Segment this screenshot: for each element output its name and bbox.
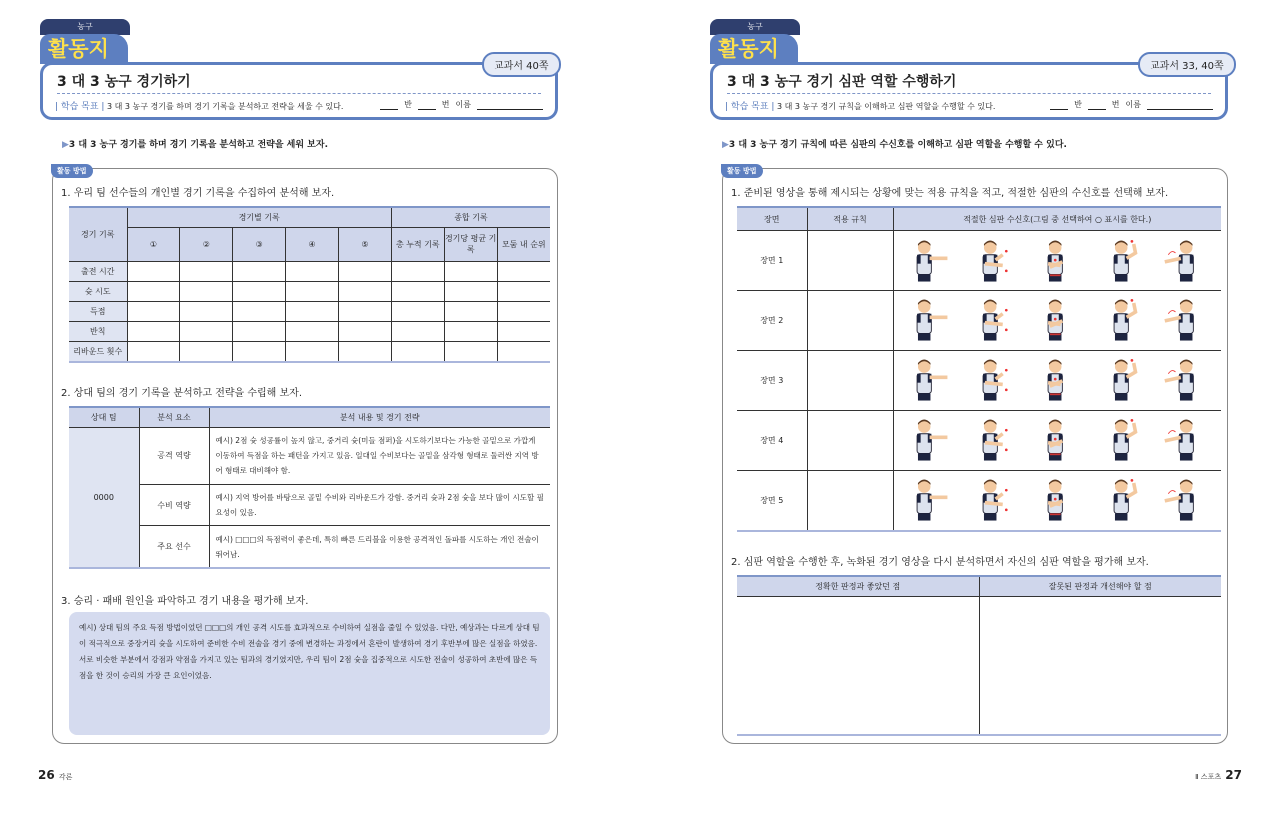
header-content: 분석 내용 및 경기 전략 [209,407,550,427]
learning-goal [55,99,343,112]
divider [727,93,1211,94]
record-cell[interactable] [127,301,180,321]
record-cell[interactable] [391,261,444,281]
textbook-ref: 교과서 33, 40쪽 [1138,52,1236,77]
record-cell[interactable] [497,321,550,341]
method-label: 활동 방법 [721,164,763,178]
referee-signal-travel-icon[interactable] [967,415,1017,465]
table-row [69,301,550,321]
header-signal: 적절한 심판 수신호(그림 중 선택하여 ○ 표시를 한다.) [893,207,1221,231]
signal-options [894,231,1222,290]
summary-col-header: 경기당 평균 기록 [444,227,497,261]
signal-options [894,411,1222,470]
table-row [737,231,1221,291]
class-field[interactable] [1050,101,1068,110]
referee-signal-foul-icon[interactable] [1098,415,1148,465]
page-title: 3 대 3 농구 경기하기 [57,74,191,90]
record-cell[interactable] [339,321,392,341]
factor-label: 공격 역량 [139,427,209,484]
referee-signal-travel-icon[interactable] [967,355,1017,405]
table-row [69,261,550,281]
rule-cell[interactable] [807,290,893,350]
good-points-cell[interactable] [737,596,979,735]
referee-signal-hold-icon[interactable] [1032,475,1082,525]
table-row [69,321,550,341]
record-cell[interactable] [444,281,497,301]
scene-label: 장면 4 [737,410,807,470]
row-label: 반칙 [69,321,127,341]
signal-options [894,351,1222,410]
header-scene: 장면 [737,207,807,231]
referee-signal-travel-icon[interactable] [967,236,1017,286]
record-cell[interactable] [180,301,233,321]
student-info [380,99,543,110]
question-1: 1. 준비된 영상을 통해 제시되는 상황에 맞는 적용 규칙을 적고, 적절한 심판의 수신호를 선택해 보자. [731,188,1169,199]
record-cell[interactable] [339,301,392,321]
row-label: 득점 [69,301,127,321]
referee-signal-direction-icon[interactable] [1163,295,1213,345]
record-cell[interactable] [444,301,497,321]
section-label: Ⅱ 스포츠 [1195,773,1222,781]
record-cell[interactable] [391,341,444,362]
referee-signal-foul-icon[interactable] [1098,475,1148,525]
analysis-content[interactable]: 예시) 지역 방어를 바탕으로 골밑 수비와 리바운드가 강함. 중거리 슛과 2점 슛을 보다 많이 시도할 필요성이 있음. [209,484,550,526]
referee-signal-hold-icon[interactable] [1032,415,1082,465]
lead-text: ▶3 대 3 농구 경기 규칙에 따른 심판의 수신호를 이해하고 심판 역할을 수행할 수 있다. [722,140,1067,150]
referee-signal-travel-icon[interactable] [967,475,1017,525]
record-cell[interactable] [180,281,233,301]
record-cell[interactable] [286,301,339,321]
factor-label: 수비 역량 [139,484,209,526]
record-cell[interactable] [497,301,550,321]
record-cell[interactable] [339,261,392,281]
improve-points-cell[interactable] [979,596,1221,735]
goal-text: 3 대 3 농구 경기 규칙을 이해하고 심판 역할을 수행할 수 있다. [776,102,996,111]
summary-header: 종합 기록 [391,207,550,227]
goal-text: 3 대 3 농구 경기를 하며 경기 기록을 분석하고 전략을 세울 수 있다. [106,102,344,111]
record-cell[interactable] [339,341,392,362]
record-cell[interactable] [233,261,286,281]
referee-signal-hold-icon[interactable] [1032,355,1082,405]
table-row [737,290,1221,350]
record-cell[interactable] [180,321,233,341]
record-cell[interactable] [180,261,233,281]
sheet-label: 활동지 [710,34,798,64]
scene-label: 장면 3 [737,350,807,410]
scene-label: 장면 5 [737,470,807,531]
footer-right [1195,768,1242,782]
record-cell[interactable] [180,341,233,362]
summary-col-header: 모둠 내 순위 [497,227,550,261]
row-label: 슛 시도 [69,281,127,301]
record-cell[interactable] [127,341,180,362]
referee-signal-direction-icon[interactable] [1163,236,1213,286]
game-header: ① [127,227,180,261]
analysis-content[interactable]: 예시) 2점 슛 성공률이 높지 않고, 중거리 슛(미들 점퍼)을 시도하기보다는 가능한 골밑으로 가깝게 이동하여 득점을 하는 패턴을 가지고 있음. 일대일 수비보다는 골밑을 삼각형 형태로 둘러싼 지역 방어 형태로 대비해야 함. [209,427,550,484]
record-cell[interactable] [391,301,444,321]
table-row [69,341,550,362]
referee-signal-foul-icon[interactable] [1098,355,1148,405]
signal-options [894,471,1222,530]
number-label: 번 [1111,100,1120,109]
summary-col-header: 총 누적 기록 [391,227,444,261]
rule-cell[interactable] [807,410,893,470]
record-cell[interactable] [127,281,180,301]
rule-cell[interactable] [807,231,893,291]
name-label: 이름 [455,100,471,109]
question-2: 2. 상대 팀의 경기 기록을 분석하고 전략을 수립해 보자. [61,388,303,399]
learning-goal [725,99,995,112]
page-number: 26 [38,768,55,782]
opponent-team: 0000 [69,427,139,568]
referee-signal-travel-icon[interactable] [967,295,1017,345]
opponent-analysis-table [69,406,550,569]
number-field[interactable] [1088,101,1106,110]
header-factor: 분석 요소 [139,407,209,427]
class-label: 반 [1074,100,1082,109]
referee-signal-arm-extended-icon[interactable] [901,295,951,345]
factor-label: 주요 선수 [139,526,209,568]
table-row [737,350,1221,410]
corner-header: 경기 기록 [69,207,127,261]
signal-options [894,291,1222,350]
name-field[interactable] [1147,101,1213,110]
table-row [737,470,1221,531]
number-field[interactable] [418,101,436,110]
sheet-label: 활동지 [40,34,128,64]
referee-signal-direction-icon[interactable] [1163,415,1213,465]
game-header: ④ [286,227,339,261]
header-improve: 잘못된 판정과 개선해야 할 점 [979,576,1221,596]
goal-label: | 학습 목표 | [725,102,775,112]
question-2: 2. 심판 역할을 수행한 후, 녹화된 경기 영상을 다시 분석하면서 자신의 심판 역할을 평가해 보자. [731,557,1149,568]
game-header: ⑤ [339,227,392,261]
referee-signal-arm-extended-icon[interactable] [901,236,951,286]
record-cell[interactable] [444,321,497,341]
record-cell[interactable] [127,321,180,341]
evaluation-box[interactable]: 예시) 상대 팀의 주요 득점 방법이었던 □□□의 개인 공격 시도를 효과적으로 수비하여 실점을 줄일 수 있었음. 다만, 예상과는 다르게 상대 팀이 적극적으로 중장거리 슛을 시도하여 준비한 수비 전술을 경기 중에 변경하는 과정에서 혼란이 발생하여 경기 후반부에 많은 실점을 하였음. 서로 비슷한 부분에서 강점과 약점을 가지고 있는 팀과의 경기였지만, 우리 팀이 2점 슛을 집중적으로 시도한 전술이 성공하여 초반에 많은 득점을 한 것이 승리의 가장 큰 요인이었음. [69,612,550,735]
referee-signal-table [737,206,1221,532]
record-cell[interactable] [444,261,497,281]
lead-text: ▶3 대 3 농구 경기를 하며 경기 기록을 분석하고 전략을 세워 보자. [62,140,328,150]
record-cell[interactable] [391,321,444,341]
record-cell[interactable] [233,341,286,362]
table-row [737,410,1221,470]
record-cell[interactable] [233,281,286,301]
header-team: 상대 팀 [69,407,139,427]
category-tag: 농구 [40,19,130,35]
referee-signal-arm-extended-icon[interactable] [901,415,951,465]
game-records-header: 경기별 기록 [127,207,391,227]
referee-signal-direction-icon[interactable] [1163,475,1213,525]
question-3: 3. 승리 · 패배 원인을 파악하고 경기 내용을 평가해 보자. [61,596,309,607]
record-cell[interactable] [497,281,550,301]
record-cell[interactable] [127,261,180,281]
record-cell[interactable] [233,301,286,321]
record-cell[interactable] [339,281,392,301]
player-record-table [69,206,550,363]
header-good: 정확한 판정과 좋았던 점 [737,576,979,596]
row-label: 출전 시간 [69,261,127,281]
class-label: 반 [404,100,412,109]
referee-signal-foul-icon[interactable] [1098,295,1148,345]
game-header: ③ [233,227,286,261]
referee-signal-arm-extended-icon[interactable] [901,355,951,405]
analysis-content[interactable]: 예시) □□□의 득점력이 좋은데, 특히 빠른 드리블을 이용한 공격적인 돌파를 시도하는 개인 전술이 뛰어남. [209,526,550,568]
footer-left [38,768,72,782]
row-label: 리바운드 횟수 [69,341,127,362]
record-cell[interactable] [286,261,339,281]
record-cell[interactable] [497,261,550,281]
referee-signal-foul-icon[interactable] [1098,236,1148,286]
record-cell[interactable] [444,341,497,362]
record-cell[interactable] [286,341,339,362]
record-cell[interactable] [286,321,339,341]
name-label: 이름 [1125,100,1141,109]
title-box [40,62,558,120]
section-label: 각론 [58,773,73,781]
method-label: 활동 방법 [51,164,93,178]
scene-label: 장면 1 [737,231,807,291]
record-cell[interactable] [286,281,339,301]
page-title: 3 대 3 농구 경기 심판 역할 수행하기 [727,74,957,90]
record-cell[interactable] [391,281,444,301]
textbook-ref: 교과서 40쪽 [482,52,561,77]
self-evaluation-table [737,575,1221,736]
referee-signal-arm-extended-icon[interactable] [901,475,951,525]
scene-label: 장면 2 [737,290,807,350]
table-row [69,281,550,301]
goal-label: | 학습 목표 | [55,102,105,112]
student-info [1050,99,1213,110]
question-1: 1. 우리 팀 선수들의 개인별 경기 기록을 수집하여 분석해 보자. [61,188,335,199]
referee-signal-hold-icon[interactable] [1032,236,1082,286]
rule-cell[interactable] [807,350,893,410]
header-rule: 적용 규칙 [807,207,893,231]
name-field[interactable] [477,101,543,110]
number-label: 번 [441,100,450,109]
referee-signal-direction-icon[interactable] [1163,355,1213,405]
category-tag: 농구 [710,19,800,35]
record-cell[interactable] [497,341,550,362]
referee-signal-hold-icon[interactable] [1032,295,1082,345]
record-cell[interactable] [233,321,286,341]
divider [57,93,541,94]
class-field[interactable] [380,101,398,110]
rule-cell[interactable] [807,470,893,531]
game-header: ② [180,227,233,261]
page-number: 27 [1225,768,1242,782]
